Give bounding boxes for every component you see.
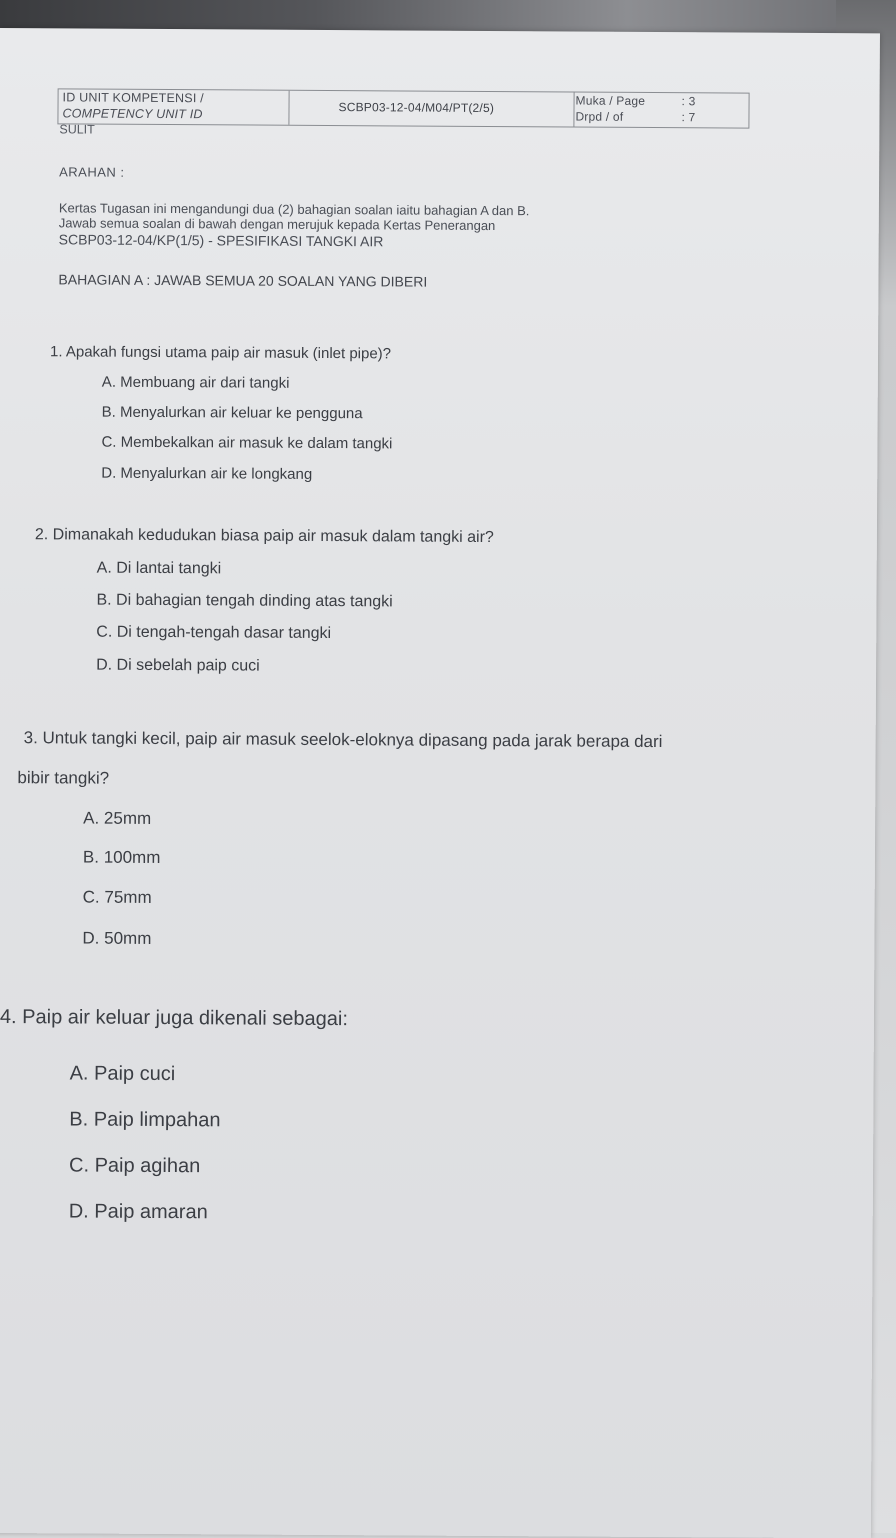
option-b: B. Menyalurkan air keluar ke pengguna	[101, 403, 363, 423]
section-a-title: BAHAGIAN A : JAWAB SEMUA 20 SOALAN YANG DIBERI	[58, 271, 428, 290]
option-c: C. Membekalkan air masuk ke dalam tangki	[101, 433, 393, 453]
header-cell-unit-code	[288, 91, 574, 127]
question-text: 3. Untuk tangki kecil, paip air masuk seelok-eloknya dipasang pada jarak berapa dari	[23, 728, 663, 752]
question-text-continued: bibir tangki?	[17, 768, 110, 788]
header-cell-page-info	[573, 93, 748, 128]
document-header-table	[57, 88, 749, 128]
page-label: Muka / Page	[575, 93, 646, 108]
question-text: 2. Dimanakah kedudukan biasa paip air masuk dalam tangki air?	[34, 526, 494, 547]
question-text: 1. Apakah fungsi utama paip air masuk (inlet pipe)?	[49, 343, 392, 363]
unit-id-label-line1: ID UNIT KOMPETENSI /	[62, 90, 204, 106]
instructions-heading: ARAHAN :	[59, 164, 125, 180]
instructions-line1: Kertas Tugasan ini mengandungi dua (2) bahagian soalan iaitu bahagian A dan B.	[58, 200, 530, 219]
unit-id-label-line2: COMPETENCY UNIT ID	[62, 106, 203, 122]
option-b: B. Di bahagian tengah dinding atas tangki	[96, 591, 393, 611]
option-d: D. Menyalurkan air ke longkang	[101, 464, 313, 483]
option-d: D. 50mm	[82, 928, 152, 948]
option-c: C. 75mm	[82, 887, 152, 907]
option-b: B. Paip limpahan	[69, 1108, 221, 1132]
option-a: A. Di lantai tangki	[96, 559, 222, 578]
option-b: B. 100mm	[82, 847, 161, 867]
option-d: D. Paip amaran	[68, 1200, 208, 1224]
question-text: 4. Paip air keluar juga dikenali sebagai:	[0, 1006, 349, 1031]
option-c: C. Paip agihan	[68, 1154, 201, 1178]
classification-label: SULIT	[59, 122, 95, 137]
option-a: A. Membuang air dari tangki	[101, 373, 290, 392]
of-value: : 7	[681, 110, 696, 125]
option-d: D. Di sebelah paip cuci	[96, 656, 260, 675]
option-a: A. 25mm	[83, 808, 152, 828]
unit-code: SCBP03-12-04/M04/PT(2/5)	[338, 100, 495, 116]
option-c: C. Di tengah-tengah dasar tangki	[96, 623, 332, 643]
page-value: : 3	[681, 94, 696, 109]
instructions-line2: Jawab semua soalan di bawah dengan merujuk kepada Kertas Penerangan	[58, 215, 496, 234]
header-cell-unit-id-label	[58, 89, 289, 124]
option-a: A. Paip cuci	[69, 1062, 176, 1086]
exam-paper	[0, 28, 880, 1538]
of-label: Drpd / of	[575, 109, 624, 124]
instructions-line3: SCBP03-12-04/KP(1/5) - SPESIFIKASI TANGKI AIR	[58, 231, 384, 250]
